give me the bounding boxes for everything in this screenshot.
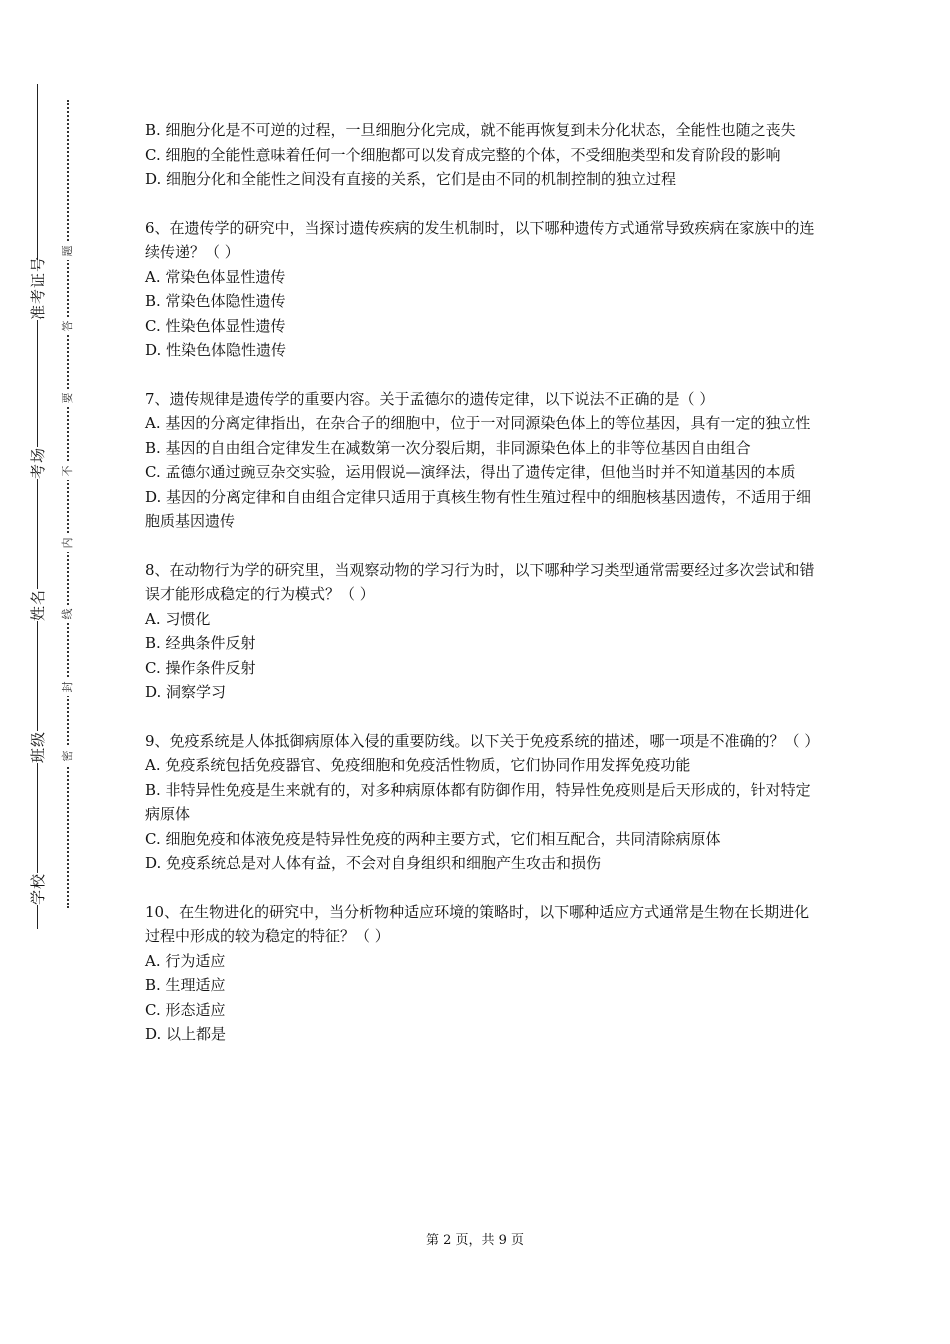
seal-char-xian: 线 bbox=[60, 605, 76, 623]
option-a: A. 习惯化 bbox=[145, 609, 211, 628]
field-school-label: 学校 bbox=[29, 872, 47, 905]
option-c: C. 形态适应 bbox=[145, 1000, 226, 1019]
option-c: C. 细胞免疫和体液免疫是特异性免疫的两种主要方式，它们相互配合，共同清除病原体 bbox=[145, 829, 721, 848]
field-exam-id-label: 准考证号 bbox=[29, 255, 47, 320]
option-c: C. 孟德尔通过豌豆杂交实验，运用假说—演绎法，得出了遗传定律，但他当时并不知道基因的本质 bbox=[145, 463, 796, 481]
option-b: B. 经典条件反射 bbox=[145, 634, 256, 652]
option-a: A. 免疫系统包括免疫器官、免疫细胞和免疫活性物质，它们协同作用发挥免疫功能 bbox=[145, 756, 691, 774]
question-stem: 9、免疫系统是人体抵御病原体入侵的重要防线。以下关于免疫系统的描述，哪一项是不准确的？（ ） bbox=[145, 731, 820, 750]
option-b: B. 常染色体隐性遗传 bbox=[145, 292, 286, 310]
page-number: 第 2 页，共 9 页 bbox=[425, 1233, 525, 1248]
question-7 bbox=[145, 387, 820, 534]
field-name-label: 姓名 bbox=[29, 588, 47, 621]
question-8 bbox=[145, 558, 820, 705]
binding-dotted-line bbox=[67, 100, 69, 908]
option-c: C. 细胞的全能性意味着任何一个细胞都可以发育成完整的个体，不受细胞类型和发育阶段的影响 bbox=[145, 145, 781, 164]
option-a: A. 行为适应 bbox=[145, 951, 226, 970]
option-b: B. 非特异性免疫是生来就有的，对多种病原体都有防御作用，特异性免疫则是后天形成的，针对特定病原体 bbox=[145, 780, 811, 823]
question-10 bbox=[145, 900, 820, 1047]
previous-question-options bbox=[145, 118, 820, 192]
exam-content bbox=[145, 118, 820, 1071]
option-c: C. 性染色体显性遗传 bbox=[145, 316, 286, 335]
question-stem: 7、遗传规律是遗传学的重要内容。关于孟德尔的遗传定律，以下说法不正确的是（ ） bbox=[145, 389, 715, 408]
option-d: D. 以上都是 bbox=[145, 1025, 227, 1043]
option-d: D. 免疫系统总是对人体有益，不会对自身组织和细胞产生攻击和损伤 bbox=[145, 854, 602, 872]
option-a: A. 常染色体显性遗传 bbox=[145, 267, 286, 286]
binding-solid-line bbox=[37, 84, 38, 929]
option-b: B. 细胞分化是不可逆的过程，一旦细胞分化完成，就不能再恢复到未分化状态，全能性也随之丧失 bbox=[145, 121, 796, 139]
option-d: D. 细胞分化和全能性之间没有直接的关系，它们是由不同的机制控制的独立过程 bbox=[145, 170, 677, 188]
seal-char-bu: 不 bbox=[60, 462, 76, 480]
seal-char-yao: 要 bbox=[60, 389, 76, 407]
seal-char-nei: 内 bbox=[60, 534, 76, 552]
option-d: D. 性染色体隐性遗传 bbox=[145, 341, 287, 359]
seal-char-mi: 密 bbox=[60, 747, 76, 765]
question-6 bbox=[145, 216, 820, 363]
field-exam-room-label: 考场 bbox=[29, 446, 47, 479]
option-a: A. 基因的分离定律指出，在杂合子的细胞中，位于一对同源染色体上的等位基因，具有一定的独立性 bbox=[145, 414, 811, 432]
seal-char-da: 答 bbox=[60, 317, 76, 335]
question-stem: 10、在生物进化的研究中，当分析物种适应环境的策略时，以下哪种适应方式通常是生物在长期进化过程中形成的较为稳定的特征？（ ） bbox=[145, 902, 810, 945]
question-9 bbox=[145, 729, 820, 876]
question-stem: 6、在遗传学的研究中，当探讨遗传疾病的发生机制时，以下哪种遗传方式通常导致疾病在家族中的连续传递？（ ） bbox=[145, 218, 815, 261]
option-b: B. 基因的自由组合定律发生在减数第一次分裂后期，非同源染色体上的非等位基因自由组合 bbox=[145, 438, 751, 457]
field-class-label: 班级 bbox=[29, 730, 47, 763]
option-d: D. 洞察学习 bbox=[145, 683, 227, 701]
option-d: D. 基因的分离定律和自由组合定律只适用于真核生物有性生殖过程中的细胞核基因遗传，不适用于细胞质基因遗传 bbox=[145, 487, 812, 530]
question-stem: 8、在动物行为学的研究里，当观察动物的学习行为时，以下哪种学习类型通常需要经过多次尝试和错误才能形成稳定的行为模式？（ ） bbox=[145, 560, 815, 603]
seal-char-ti: 题 bbox=[60, 242, 76, 260]
option-b: B. 生理适应 bbox=[145, 976, 226, 994]
binding-margin bbox=[0, 0, 110, 1344]
option-c: C. 操作条件反射 bbox=[145, 658, 256, 677]
seal-char-feng: 封 bbox=[60, 678, 76, 696]
